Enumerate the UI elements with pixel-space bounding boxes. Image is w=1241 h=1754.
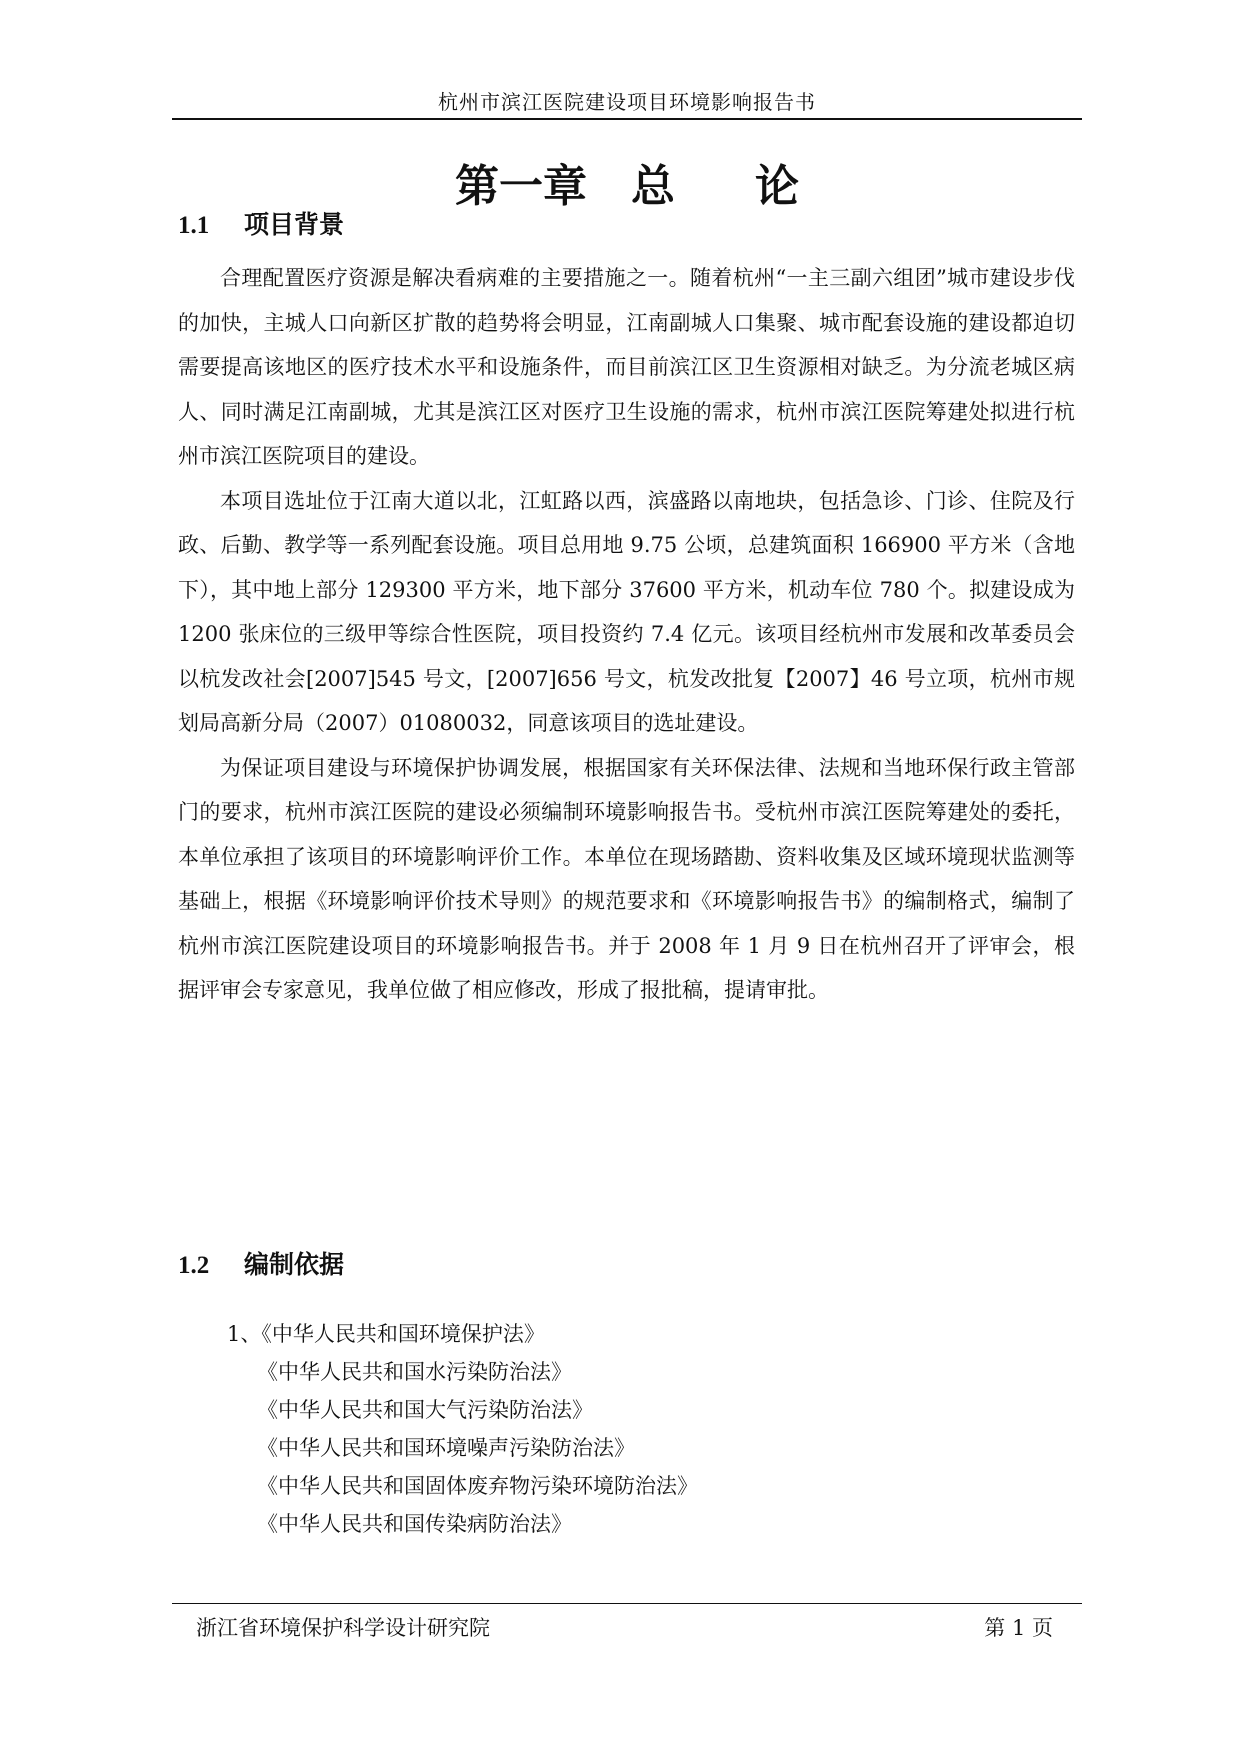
reference-list [227,1315,698,1543]
list-item: 《中华人民共和国水污染防治法》 [257,1360,572,1384]
footer-organization: 浙江省环境保护科学设计研究院 [196,1616,490,1640]
list-item: 1、《中华人民共和国环境保护法》 [227,1322,545,1346]
page-number: 第 1 页 [984,1616,1053,1640]
header-divider [172,118,1082,120]
list-item: 《中华人民共和国传染病防治法》 [257,1512,572,1536]
list-item: 《中华人民共和国大气污染防治法》 [257,1398,593,1422]
section-number: 1.2 [178,1252,210,1279]
chapter-word-2: 论 [755,161,799,212]
list-item: 《中华人民共和国环境噪声污染防治法》 [257,1436,635,1460]
chapter-number: 第一章 [455,161,587,212]
section-title: 编制依据 [244,1250,345,1279]
section-number: 1.1 [178,212,210,239]
list-item: 《中华人民共和国固体废弃物污染环境防治法》 [257,1474,698,1498]
section-heading-1-1 [178,205,344,241]
paragraph: 合理配置医疗资源是解决看病难的主要措施之一。随着杭州“一主三副六组团”城市建设步伐的加快，主城人口向新区扩散的趋势将会明显，江南副城人口集聚、城市配套设施的建设都迫切需要提高该地区的医疗技术水平和设施条件，而目前滨江区卫生资源相对缺乏。为分流老城区病人、同时满足江南副城，尤其是滨江区对医疗卫生设施的需求，杭州市滨江医院筹建处拟进行杭州市滨江医院项目的建设。 [178,266,1075,468]
paragraph: 本项目选址位于江南大道以北，江虹路以西，滨盛路以南地块，包括急诊、门诊、住院及行政、后勤、教学等一系列配套设施。项目总用地 9.75 公顷，总建筑面积 166900 平方米（含地下），其中地上部分 129300 平方米，地下部分 37600 平方米，机动车位 780 个。拟建设成为 1200 张床位的三级甲等综合性医院，项目投资约 7.4 亿元。该项目经杭州市发展和改革委员会以杭发改社会[2007]545 号文，[2007]656 号文，杭发改批复【2007】46 号立项，杭州市规划局高新分局（2007）01080032，同意该项目的选址建设。 [178,488,1075,735]
section-heading-1-2 [178,1245,344,1281]
chapter-word-1: 总 [631,161,675,212]
running-header: 杭州市滨江医院建设项目环境影响报告书 [438,90,816,114]
paragraph: 为保证项目建设与环境保护协调发展，根据国家有关环保法律、法规和当地环保行政主管部门的要求，杭州市滨江医院的建设必须编制环境影响报告书。受杭州市滨江医院筹建处的委托，本单位承担了该项目的环境影响评价工作。本单位在现场踏勘、资料收集及区域环境现状监测等基础上，根据《环境影响评价技术导则》的规范要求和《环境影响报告书》的编制格式，编制了杭州市滨江医院建设项目的环境影响报告书。并于 2008 年 1 月 9 日在杭州召开了评审会，根据评审会专家意见，我单位做了相应修改，形成了报批稿，提请审批。 [178,755,1075,1002]
footer-divider [172,1603,1082,1604]
section-title: 项目背景 [244,210,345,239]
section-1-1-body [178,256,1075,1013]
